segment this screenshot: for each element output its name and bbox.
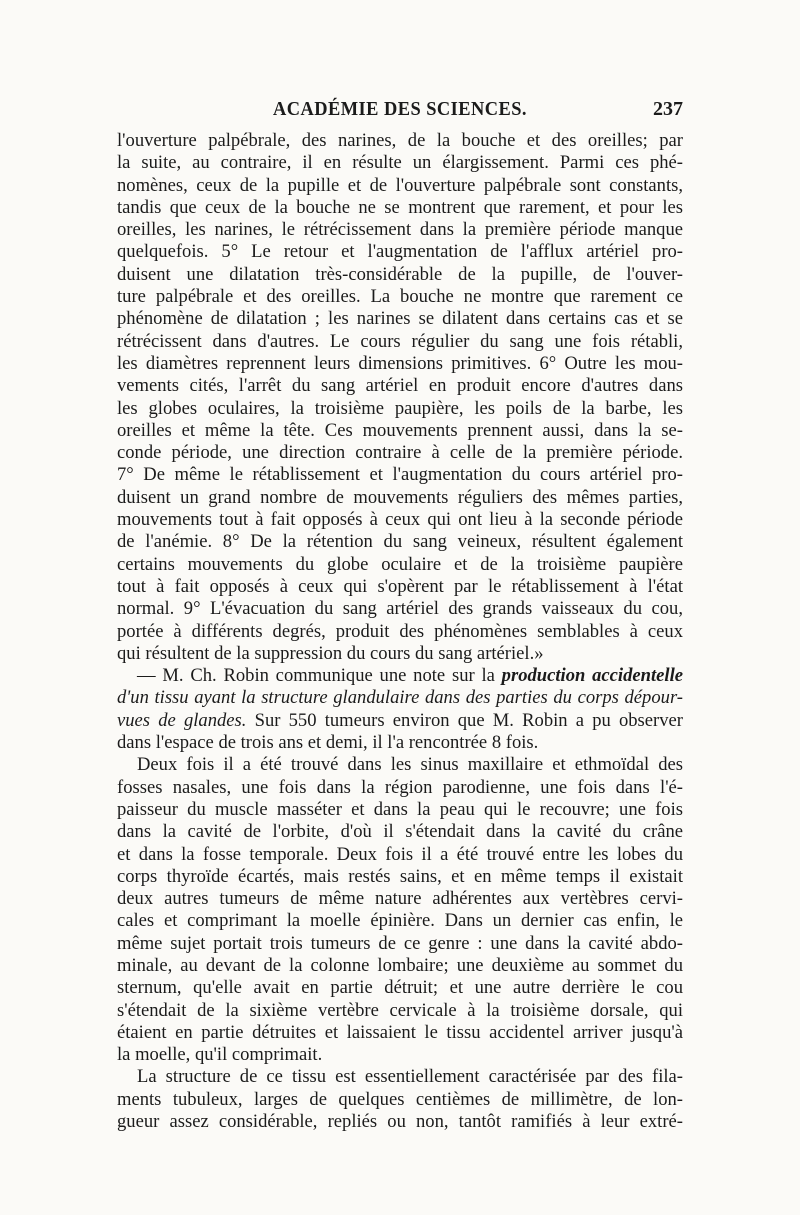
text-line: duisent une dilatation très-considérable de la pupille, de l'ouver-	[117, 263, 683, 285]
text-line: dans la cavité de l'orbite, d'où il s'étendait dans la cavité du crâne	[117, 821, 683, 843]
text-line: ture palpébrale et des oreilles. La bouche ne montre que rarement ce	[117, 286, 683, 308]
text-line: portée à différents degrés, produit des phénomènes semblables à ceux	[117, 620, 683, 642]
running-title: ACADÉMIE DES SCIENCES.	[273, 98, 527, 120]
text-line: la moelle, qu'il comprimait.	[117, 1044, 323, 1066]
text-line: normal. 9° L'évacuation du sang artériel des grands vaisseaux du cou,	[117, 598, 683, 620]
text-line: et dans la fosse temporale. Deux fois il a été trouvé entre les lobes du	[117, 843, 683, 865]
text-line: étaient en partie détruites et laissaient le tissu accidentel arriver jusqu'à	[117, 1021, 683, 1043]
text-line: corps thyroïde écartés, mais restés sains, et en même temps il existait	[117, 865, 683, 887]
text-line: les diamètres reprennent leurs dimensions primitives. 6° Outre les mou-	[117, 352, 683, 374]
page-number: 237	[653, 98, 683, 120]
text-line: ments tubuleux, larges de quelques centièmes de millimètre, de lon-	[117, 1088, 683, 1110]
page-header	[117, 98, 683, 128]
robin-title-line-3	[117, 710, 683, 732]
text-line: même sujet portait trois tumeurs de ce genre : une dans la cavité abdo-	[117, 932, 683, 954]
text-line: certains mouvements du globe oculaire et de la troisième paupière	[117, 553, 683, 575]
body-text	[117, 130, 683, 1133]
text-line: tout à fait opposés à ceux qui s'opèrent par le rétablissement à l'état	[117, 575, 683, 597]
text-line: conde période, une direction contraire à celle de la première période.	[117, 442, 683, 464]
text-line: La structure de ce tissu est essentiellement caractérisée par des fila-	[137, 1066, 683, 1088]
text-line: 7° De même le rétablissement et l'augmentation du cours artériel pro-	[117, 464, 683, 486]
text-line: qui résultent de la suppression du cours du sang artériel.»	[117, 642, 544, 664]
text-line: minale, au devant de la colonne lombaire; une deuxième au sommet du	[117, 954, 683, 976]
robin-intro-line	[117, 665, 683, 687]
text-line: vements cités, l'arrêt du sang artériel en produit encore d'autres dans	[117, 375, 683, 397]
text-line: cales et comprimant la moelle épinière. Dans un dernier cas enfin, le	[117, 910, 683, 932]
text-line: deux autres tumeurs de même nature adhérentes aux vertèbres cervi-	[117, 888, 683, 910]
text-line: sternum, qu'elle avait en partie détruit; et une autre derrière le cou	[117, 977, 683, 999]
text-line: la suite, au contraire, il en résulte un élargissement. Parmi ces phé-	[117, 152, 683, 174]
robin-title-part-2: d'un tissu ayant la structure glandulaire dans des parties du corps dépour-	[117, 687, 683, 709]
text-line: paisseur du muscle masséter et dans la peau qui le recouvre; une fois	[117, 798, 683, 820]
text-line: oreilles, les narines, le rétrécissement dans la première période manque	[117, 219, 683, 241]
text-line: de l'anémie. 8° De la rétention du sang veineux, résultent également	[117, 531, 683, 553]
text-line: tandis que ceux de la bouche ne se montrent que rarement, et pour les	[117, 196, 683, 218]
text-line: fosses nasales, une fois dans la région parodienne, une fois dans l'é-	[117, 776, 683, 798]
text-line: Deux fois il a été trouvé dans les sinus maxillaire et ethmoïdal des	[137, 754, 683, 776]
text-line: oreilles et même la tête. Ces mouvements prennent aussi, dans la se-	[117, 419, 683, 441]
text-line: quelquefois. 5° Le retour et l'augmentation de l'afflux artériel pro-	[117, 241, 683, 263]
robin-line-3-rest: Sur 550 tumeurs environ que M. Robin a pu observer	[246, 709, 683, 731]
robin-title-part-3: vues de glandes.	[117, 709, 247, 731]
text-line: phénomène de dilatation ; les narines se dilatent dans certains cas et se	[117, 308, 683, 330]
text-line: duisent un grand nombre de mouvements réguliers des mêmes parties,	[117, 486, 683, 508]
text-line: nomènes, ceux de la pupille et de l'ouverture palpébrale sont constants,	[117, 174, 683, 196]
text-line: dans l'espace de trois ans et demi, il l'a rencontrée 8 fois.	[117, 732, 539, 754]
robin-title-part-1: production accidentelle	[501, 665, 683, 687]
text-line: mouvements tout à fait opposés à ceux qui ont lieu à la seconde période	[117, 509, 683, 531]
text-line: l'ouverture palpébrale, des narines, de la bouche et des oreilles; par	[117, 130, 683, 151]
text-line: gueur assez considérable, repliés ou non, tantôt ramifiés à leur extré-	[117, 1111, 683, 1133]
text-line: les globes oculaires, la troisième paupière, les poils de la barbe, les	[117, 397, 683, 419]
robin-intro-lead: — M. Ch. Robin communique une note sur la	[137, 665, 502, 687]
text-line: rétrécissent dans d'autres. Le cours régulier du sang une fois rétabli,	[117, 330, 683, 352]
text-line: s'étendait de la sixième vertèbre cervicale à la troisième dorsale, qui	[117, 999, 683, 1021]
